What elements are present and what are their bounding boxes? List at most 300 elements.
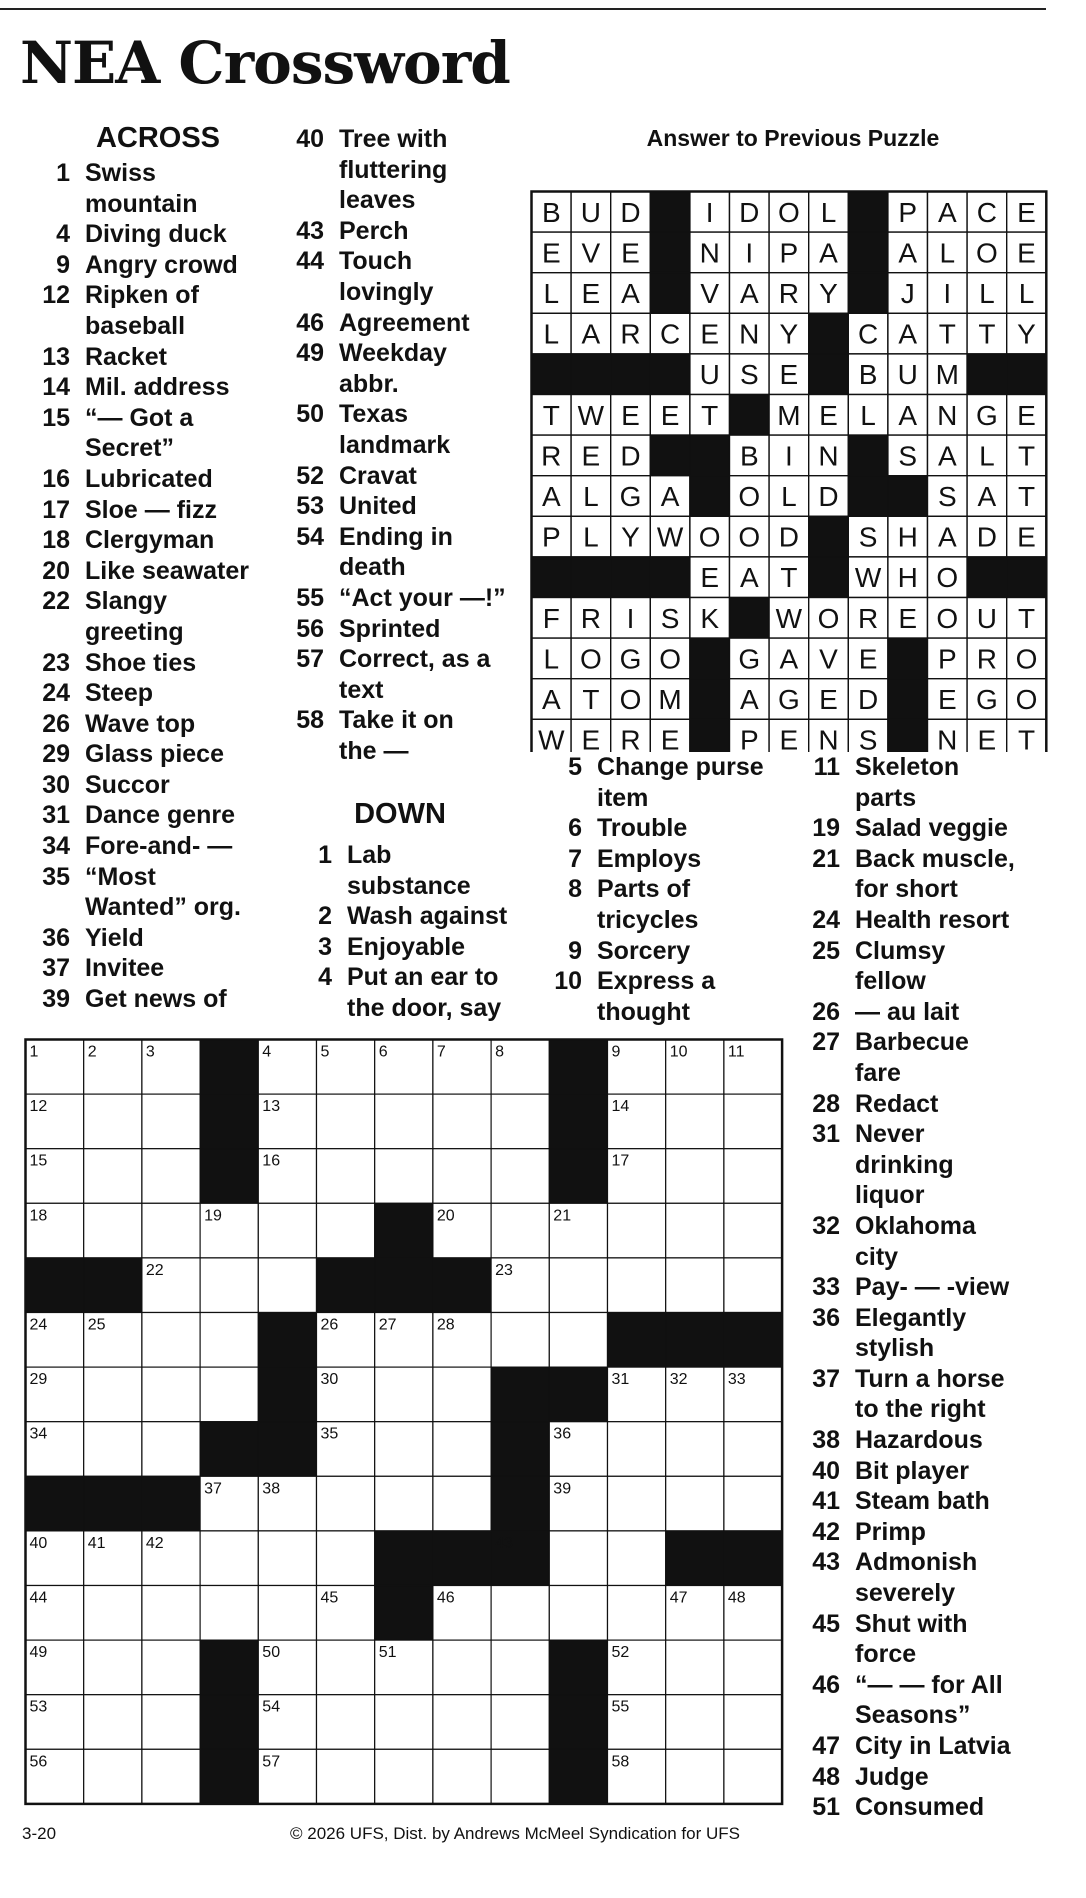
clue-text: Invitee — [85, 954, 165, 983]
grid-white-square[interactable] — [491, 1749, 549, 1804]
clue-text: Admonish — [855, 1548, 978, 1577]
answer-letter: P — [937, 643, 957, 675]
grid-number: 54 — [262, 1698, 281, 1716]
grid-white-square[interactable] — [317, 1640, 375, 1695]
clue-number: 48 — [812, 1762, 840, 1791]
grid-white-square[interactable] — [142, 1313, 200, 1368]
grid-white-square[interactable] — [317, 1695, 375, 1750]
grid-white-square[interactable] — [317, 1476, 375, 1531]
grid-black-square — [26, 1258, 84, 1313]
grid-white-square[interactable] — [142, 1094, 200, 1149]
clue-across-col1-37 — [28, 953, 278, 984]
grid-white-square[interactable] — [608, 1258, 666, 1313]
clue-number: 49 — [296, 339, 324, 368]
grid-white-square[interactable] — [142, 1586, 200, 1641]
answer-letter: R — [857, 602, 879, 634]
answer-letter: P — [739, 724, 759, 752]
grid-white-square[interactable] — [608, 1476, 666, 1531]
grid-number: 51 — [378, 1644, 397, 1662]
grid-white-square[interactable] — [375, 1094, 433, 1149]
grid-white-square[interactable] — [142, 1149, 200, 1204]
answer-letter: N — [937, 399, 958, 431]
grid-number: 35 — [320, 1425, 339, 1443]
clue-text: liquor — [855, 1181, 925, 1210]
clue-down-col3-25 — [798, 936, 1043, 997]
grid-white-square[interactable] — [200, 1586, 258, 1641]
answer-letter: W — [538, 724, 565, 752]
clue-text: Get news of — [85, 985, 227, 1014]
grid-white-square[interactable] — [433, 1749, 491, 1804]
answer-black-cell — [650, 273, 690, 314]
answer-letter: T — [938, 318, 956, 350]
clue-text: Texas — [339, 400, 409, 429]
answer-letter: H — [897, 562, 918, 594]
grid-white-square[interactable] — [666, 1094, 724, 1149]
answer-black-cell — [888, 476, 928, 517]
grid-white-square[interactable] — [433, 1695, 491, 1750]
clue-number: 41 — [812, 1487, 840, 1516]
grid-white-square[interactable] — [258, 1258, 316, 1313]
clue-number: 20 — [42, 556, 70, 585]
answer-letter: W — [656, 521, 684, 553]
answer-black-cell — [848, 435, 888, 476]
grid-white-square[interactable] — [317, 1531, 375, 1586]
clue-down-col3-33 — [798, 1272, 1043, 1303]
grid-white-square[interactable] — [375, 1149, 433, 1204]
answer-letter: D — [778, 521, 800, 553]
answer-letter: W — [577, 399, 605, 431]
answer-letter: A — [739, 562, 759, 594]
clue-down-col1-3 — [290, 932, 530, 963]
grid-white-square[interactable] — [84, 1749, 142, 1804]
clue-down-col3-26 — [798, 997, 1043, 1028]
answer-black-cell — [532, 557, 572, 598]
grid-white-square[interactable] — [666, 1640, 724, 1695]
grid-black-square — [549, 1367, 607, 1422]
clue-across-col2-40 — [282, 124, 532, 216]
clue-down-col3-27 — [798, 1027, 1043, 1088]
grid-number: 25 — [87, 1316, 106, 1334]
clue-down-col2-9 — [540, 936, 780, 967]
grid-white-square[interactable] — [491, 1203, 549, 1258]
clue-text: baseball — [85, 311, 186, 340]
grid-number: 56 — [29, 1753, 48, 1771]
clue-text: Change purse — [597, 753, 764, 781]
clue-down-col3-40 — [798, 1456, 1043, 1487]
grid-white-square[interactable] — [375, 1695, 433, 1750]
grid-black-square — [433, 1531, 491, 1586]
clue-number: 13 — [42, 342, 70, 371]
answer-letter: E — [621, 237, 640, 269]
clue-number: 10 — [554, 967, 582, 996]
clue-down-col3-21 — [798, 844, 1043, 905]
grid-white-square[interactable] — [724, 1422, 782, 1477]
grid-white-square[interactable] — [666, 1422, 724, 1477]
grid-white-square[interactable] — [724, 1203, 782, 1258]
grid-white-square[interactable] — [433, 1422, 491, 1477]
grid-number: 9 — [611, 1043, 621, 1061]
answer-black-cell — [809, 354, 849, 395]
answer-letter: A — [977, 481, 997, 512]
grid-number: 17 — [611, 1152, 630, 1170]
grid-white-square[interactable] — [666, 1203, 724, 1258]
answer-letter: T — [701, 399, 719, 431]
clue-number: 9 — [568, 936, 582, 965]
answer-letter: R — [620, 318, 641, 350]
clue-across-col1-14 — [28, 372, 278, 403]
answer-letter: B — [858, 359, 878, 391]
clue-text: Correct, as a — [339, 645, 491, 674]
clue-across-col1-39 — [28, 984, 278, 1015]
grid-black-square — [258, 1313, 316, 1368]
grid-white-square[interactable] — [317, 1094, 375, 1149]
clue-number: 4 — [56, 220, 70, 249]
grid-white-square[interactable] — [142, 1203, 200, 1258]
clue-text: death — [339, 553, 406, 582]
clue-number: 53 — [296, 492, 324, 521]
grid-white-square[interactable] — [608, 1531, 666, 1586]
clue-number: 27 — [812, 1028, 840, 1057]
clue-number: 16 — [42, 464, 70, 493]
clue-number: 45 — [812, 1609, 840, 1638]
clue-text: Express a — [597, 967, 716, 996]
clue-text: Tree with — [339, 125, 448, 153]
clue-text: Swiss — [85, 159, 156, 187]
grid-white-square[interactable] — [142, 1695, 200, 1750]
answer-letter: G — [738, 643, 761, 675]
clue-text: Wanted” org. — [85, 893, 242, 922]
grid-number: 20 — [436, 1207, 455, 1225]
clue-down-col3-19 — [798, 813, 1043, 844]
clue-text: Bit player — [855, 1456, 969, 1485]
clue-number: 22 — [42, 587, 70, 616]
grid-white-square[interactable] — [724, 1149, 782, 1204]
clue-across-col1-18 — [28, 525, 278, 556]
grid-white-square[interactable] — [491, 1640, 549, 1695]
grid-white-square[interactable] — [549, 1586, 607, 1641]
answer-letter: E — [660, 724, 680, 752]
answer-letter: U — [897, 359, 918, 391]
answer-black-cell — [611, 354, 651, 395]
answer-letter: T — [978, 318, 996, 350]
grid-white-square[interactable] — [317, 1203, 375, 1258]
answer-letter: C — [659, 318, 681, 350]
grid-white-square[interactable] — [84, 1695, 142, 1750]
grid-white-square[interactable] — [84, 1640, 142, 1695]
grid-white-square[interactable] — [84, 1203, 142, 1258]
clue-text: fluttering — [339, 155, 448, 184]
answer-letter: A — [937, 440, 957, 472]
clue-down-col3-42 — [798, 1517, 1043, 1548]
grid-number: 15 — [29, 1152, 48, 1170]
clue-down-col3-24 — [798, 905, 1043, 936]
grid-number: 31 — [611, 1371, 630, 1389]
grid-white-square[interactable] — [375, 1422, 433, 1477]
grid-white-square[interactable] — [666, 1749, 724, 1804]
answer-letter: A — [541, 684, 561, 715]
clue-across-col1-16 — [28, 464, 278, 495]
clue-text: Ripken of — [85, 281, 199, 310]
clue-text: the — — [339, 736, 409, 765]
grid-white-square[interactable] — [258, 1586, 316, 1641]
answer-black-cell — [690, 679, 730, 720]
clue-text: item — [597, 783, 649, 812]
clue-number: 31 — [812, 1120, 840, 1149]
answer-black-cell — [650, 435, 690, 476]
grid-black-square — [549, 1749, 607, 1804]
clue-text: Secret” — [85, 434, 174, 463]
grid-white-square[interactable] — [258, 1531, 316, 1586]
grid-number: 34 — [29, 1425, 48, 1443]
answer-letter: G — [619, 481, 642, 512]
answer-letter: E — [621, 399, 640, 431]
answer-letter: A — [937, 196, 957, 228]
answer-letter: H — [897, 521, 918, 553]
grid-number: 18 — [29, 1207, 48, 1225]
answer-letter: O — [936, 562, 959, 594]
grid-number: 36 — [553, 1425, 572, 1443]
answer-letter: T — [1017, 440, 1036, 472]
grid-number: 52 — [611, 1644, 630, 1662]
clue-text: Trouble — [597, 814, 688, 843]
grid-black-square — [549, 1640, 607, 1695]
answer-black-cell — [888, 679, 928, 720]
grid-black-square — [375, 1203, 433, 1258]
grid-white-square[interactable] — [491, 1149, 549, 1204]
answer-letter: E — [1017, 237, 1036, 269]
grid-white-square[interactable] — [491, 1094, 549, 1149]
grid-number: 10 — [669, 1043, 688, 1061]
grid-number: 43 — [495, 1534, 513, 1552]
clue-number: 37 — [42, 954, 70, 983]
answer-black-cell — [730, 395, 770, 436]
across-clues — [28, 124, 278, 1015]
clue-text: Shoe ties — [85, 648, 197, 677]
clue-text: lovingly — [339, 277, 434, 306]
grid-number: 29 — [29, 1371, 48, 1389]
answer-black-cell — [650, 192, 690, 233]
grid-white-square[interactable] — [84, 1422, 142, 1477]
clue-number: 51 — [812, 1793, 840, 1822]
answer-title: Answer to Previous Puzzle — [646, 125, 940, 151]
grid-number: 14 — [611, 1098, 630, 1116]
clue-text: Turn a horse — [855, 1364, 1005, 1393]
clue-text: “— Got a — [85, 403, 194, 432]
answer-letter: N — [739, 318, 760, 350]
clue-number: 39 — [42, 985, 70, 1014]
grid-white-square[interactable] — [84, 1094, 142, 1149]
clue-text: Never — [855, 1120, 925, 1149]
grid-number: 30 — [320, 1371, 339, 1389]
grid-number: 4 — [262, 1043, 272, 1061]
clue-text: Parts of — [597, 875, 691, 904]
grid-white-square[interactable] — [666, 1476, 724, 1531]
grid-number: 13 — [262, 1098, 281, 1116]
grid-number: 37 — [204, 1480, 222, 1498]
clue-number: 32 — [812, 1211, 840, 1240]
grid-black-square — [724, 1313, 782, 1368]
clue-text: Glass piece — [85, 740, 224, 769]
grid-white-square[interactable] — [549, 1258, 607, 1313]
answer-black-cell — [690, 719, 730, 752]
grid-number: 42 — [145, 1534, 164, 1552]
answer-letter: I — [943, 278, 952, 309]
clue-text: Like seawater — [85, 556, 249, 585]
grid-white-square[interactable] — [608, 1586, 666, 1641]
grid-number: 41 — [87, 1534, 106, 1552]
clue-number: 25 — [812, 936, 840, 965]
answer-letter: L — [820, 196, 837, 228]
answer-black-cell — [571, 557, 611, 598]
grid-white-square[interactable] — [491, 1695, 549, 1750]
grid-white-square[interactable] — [375, 1367, 433, 1422]
grid-white-square[interactable] — [84, 1149, 142, 1204]
answer-letter: O — [698, 521, 721, 553]
grid-white-square[interactable] — [666, 1149, 724, 1204]
clue-text: Enjoyable — [347, 932, 466, 961]
grid-white-square[interactable] — [433, 1640, 491, 1695]
clue-number: 7 — [568, 844, 582, 873]
grid-white-square[interactable] — [549, 1313, 607, 1368]
answer-black-cell — [848, 192, 888, 233]
answer-letter: N — [699, 237, 720, 269]
grid-white-square[interactable] — [84, 1367, 142, 1422]
clue-number: 29 — [42, 740, 70, 769]
clue-down-col2-6 — [540, 813, 780, 844]
grid-black-square — [491, 1422, 549, 1477]
answer-letter: E — [660, 399, 680, 431]
answer-letter: V — [819, 643, 838, 675]
grid-white-square[interactable] — [433, 1149, 491, 1204]
clue-number: 31 — [42, 801, 70, 830]
grid-white-square[interactable] — [724, 1094, 782, 1149]
answer-letter: E — [581, 278, 601, 309]
grid-white-square[interactable] — [142, 1640, 200, 1695]
grid-white-square[interactable] — [433, 1367, 491, 1422]
clue-down-col3-43 — [798, 1547, 1043, 1608]
answer-letter: K — [700, 602, 720, 634]
answer-letter: L — [979, 278, 995, 309]
grid-white-square[interactable] — [491, 1313, 549, 1368]
clue-text: Seasons” — [855, 1701, 971, 1730]
answer-black-cell — [650, 557, 690, 598]
answer-letter: O — [1015, 684, 1038, 715]
grid-white-square[interactable] — [200, 1313, 258, 1368]
grid-white-square[interactable] — [724, 1695, 782, 1750]
clue-down-col3-11 — [798, 752, 1043, 813]
grid-white-square[interactable] — [317, 1149, 375, 1204]
answer-black-cell — [888, 719, 928, 752]
answer-black-cell — [848, 273, 888, 314]
answer-letter: E — [581, 440, 601, 472]
grid-white-square[interactable] — [724, 1749, 782, 1804]
grid-white-square[interactable] — [433, 1094, 491, 1149]
grid-black-square — [200, 1749, 258, 1804]
grid-white-square[interactable] — [608, 1422, 666, 1477]
clue-text: Hazardous — [855, 1426, 983, 1455]
answer-letter: O — [976, 237, 998, 269]
clue-down-col3-41 — [798, 1486, 1043, 1517]
clue-text: leaves — [339, 186, 416, 215]
clue-number: 5 — [568, 753, 582, 781]
clue-number: 15 — [42, 403, 70, 432]
grid-white-square[interactable] — [258, 1203, 316, 1258]
answer-letter: O — [580, 643, 602, 675]
answer-letter: U — [699, 359, 720, 391]
grid-white-square[interactable] — [433, 1476, 491, 1531]
clue-number: 43 — [296, 216, 324, 245]
clue-text: Sorcery — [597, 936, 691, 965]
clue-text: Touch — [339, 247, 413, 276]
answer-letter: A — [621, 278, 640, 309]
clue-text: Employs — [597, 844, 702, 873]
grid-white-square[interactable] — [375, 1749, 433, 1804]
clue-text: mountain — [85, 189, 198, 218]
grid-white-square[interactable] — [317, 1749, 375, 1804]
grid-white-square[interactable] — [549, 1531, 607, 1586]
grid-white-square[interactable] — [200, 1367, 258, 1422]
clue-text: stylish — [855, 1334, 935, 1363]
clue-number: 8 — [568, 875, 582, 904]
grid-white-square[interactable] — [200, 1531, 258, 1586]
clue-text: Mil. address — [85, 373, 230, 402]
answer-letter: R — [620, 724, 641, 752]
grid-white-square[interactable] — [608, 1203, 666, 1258]
grid-white-square[interactable] — [375, 1476, 433, 1531]
grid-number: 27 — [378, 1316, 397, 1334]
grid-black-square — [549, 1695, 607, 1750]
clue-number: 6 — [568, 814, 582, 843]
grid-number: 48 — [727, 1589, 746, 1607]
clue-text: Angry crowd — [85, 250, 238, 279]
grid-white-square[interactable] — [142, 1422, 200, 1477]
grid-white-square[interactable] — [666, 1695, 724, 1750]
answer-letter: L — [543, 318, 560, 350]
grid-number: 33 — [727, 1371, 746, 1389]
answer-letter: E — [1017, 196, 1036, 228]
clue-text: city — [855, 1242, 899, 1271]
grid-number: 53 — [29, 1698, 48, 1716]
answer-letter: E — [898, 602, 918, 634]
grid-white-square[interactable] — [724, 1476, 782, 1531]
answer-letter: M — [777, 399, 801, 431]
grid-white-square[interactable] — [142, 1749, 200, 1804]
answer-black-cell — [1007, 354, 1047, 395]
grid-white-square[interactable] — [491, 1586, 549, 1641]
grid-white-square[interactable] — [724, 1258, 782, 1313]
answer-letter: S — [660, 602, 680, 634]
answer-letter: O — [738, 521, 761, 553]
grid-white-square[interactable] — [142, 1367, 200, 1422]
clue-across-col1-15 — [28, 403, 278, 464]
grid-black-square — [317, 1258, 375, 1313]
answer-letter: E — [858, 643, 878, 675]
grid-black-square — [84, 1476, 142, 1531]
grid-white-square[interactable] — [84, 1586, 142, 1641]
answer-letter: T — [1017, 481, 1036, 512]
answer-letter: O — [817, 602, 840, 634]
grid-white-square[interactable] — [666, 1258, 724, 1313]
clue-number: 21 — [812, 844, 840, 873]
grid-black-square — [200, 1640, 258, 1695]
clue-text: Health resort — [855, 905, 1010, 934]
clue-number: 23 — [42, 648, 70, 677]
answer-letter: A — [898, 318, 918, 350]
grid-white-square[interactable] — [200, 1258, 258, 1313]
page-title: NEA Crossword — [20, 29, 510, 97]
grid-white-square[interactable] — [724, 1640, 782, 1695]
answer-letter: T — [780, 562, 798, 594]
